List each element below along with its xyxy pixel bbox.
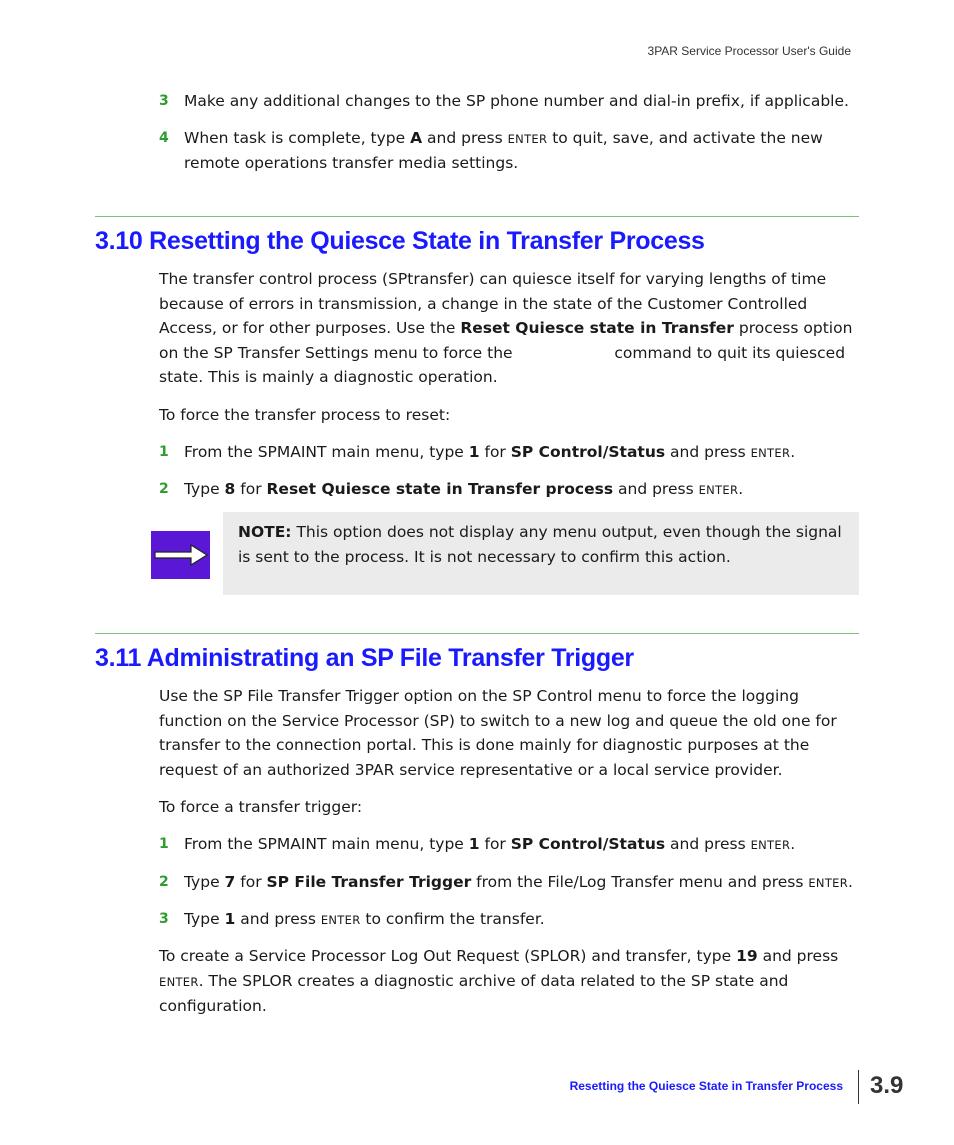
note-callout bbox=[223, 512, 859, 595]
list-item bbox=[159, 907, 859, 932]
section-heading-3-10: 3.10 Resetting the Quiesce State in Transfer Process bbox=[95, 227, 705, 255]
step-number: 2 bbox=[159, 874, 169, 890]
step-text: From the SPMAINT main menu, type 1 for SP Control/Status and press ENTER. bbox=[184, 443, 796, 461]
arrow-right-icon bbox=[151, 531, 210, 579]
list-item bbox=[159, 440, 859, 465]
step-number: 1 bbox=[159, 444, 169, 460]
step-number: 4 bbox=[159, 130, 169, 146]
step-text: Type 8 for Reset Quiesce state in Transfer process and press ENTER. bbox=[184, 480, 744, 498]
section-intro: The transfer control process (SPtransfer) can quiesce itself for varying lengths of time because of errors in transmission, a change in the state of the Customer Controlled Access, or for other purposes. Use the Reset Quiesce state in Transfer process option on the SP Transfer Settings menu to force the command to quit its quiesced state. This is mainly a diagnostic operation. bbox=[159, 270, 853, 387]
step-text: From the SPMAINT main menu, type 1 for SP Control/Status and press ENTER. bbox=[184, 835, 796, 853]
step-number: 3 bbox=[159, 93, 169, 109]
step-text: Type 1 and press ENTER to confirm the transfer. bbox=[184, 910, 545, 928]
step-number: 2 bbox=[159, 481, 169, 497]
step-text: Make any additional changes to the SP phone number and dial-in prefix, if applicable. bbox=[184, 92, 849, 110]
list-item bbox=[159, 832, 859, 857]
section-heading-3-11: 3.11 Administrating an SP File Transfer Trigger bbox=[95, 644, 634, 672]
step-number: 3 bbox=[159, 911, 169, 927]
closing-paragraph: To create a Service Processor Log Out Request (SPLOR) and transfer, type 19 and press ENTER. The SPLOR creates a diagnostic archive of data related to the SP state and configuration. bbox=[159, 947, 839, 1016]
list-item bbox=[159, 870, 859, 895]
section-divider bbox=[95, 633, 859, 634]
procedure-lead: To force a transfer trigger: bbox=[159, 798, 363, 816]
list-item bbox=[159, 89, 859, 113]
running-footer-title: Resetting the Quiesce State in Transfer Process bbox=[569, 1079, 843, 1093]
step-text: Type 7 for SP File Transfer Trigger from the File/Log Transfer menu and press ENTER. bbox=[184, 873, 853, 891]
procedure-lead: To force the transfer process to reset: bbox=[159, 406, 451, 424]
page-number: 3.9 bbox=[870, 1072, 904, 1099]
section-intro: Use the SP File Transfer Trigger option on the SP Control menu to force the logging function on the Service Processor (SP) to switch to a new log and queue the old one for transfer to the connection portal. This is done mainly for diagnostic purposes at the request of an authorized 3PAR service representative or a local service provider. bbox=[159, 687, 837, 779]
note-text: NOTE: This option does not display any menu output, even though the signal is sent to the process. It is not necessary to confirm this action. bbox=[238, 523, 842, 566]
step-number: 1 bbox=[159, 836, 169, 852]
list-item bbox=[159, 126, 859, 175]
section-divider bbox=[95, 216, 859, 217]
list-item bbox=[159, 477, 859, 502]
step-text: When task is complete, type A and press ENTER to quit, save, and activate the new remote operations transfer media settings. bbox=[184, 129, 823, 172]
running-header: 3PAR Service Processor User's Guide bbox=[647, 44, 851, 58]
footer-divider bbox=[858, 1070, 859, 1104]
